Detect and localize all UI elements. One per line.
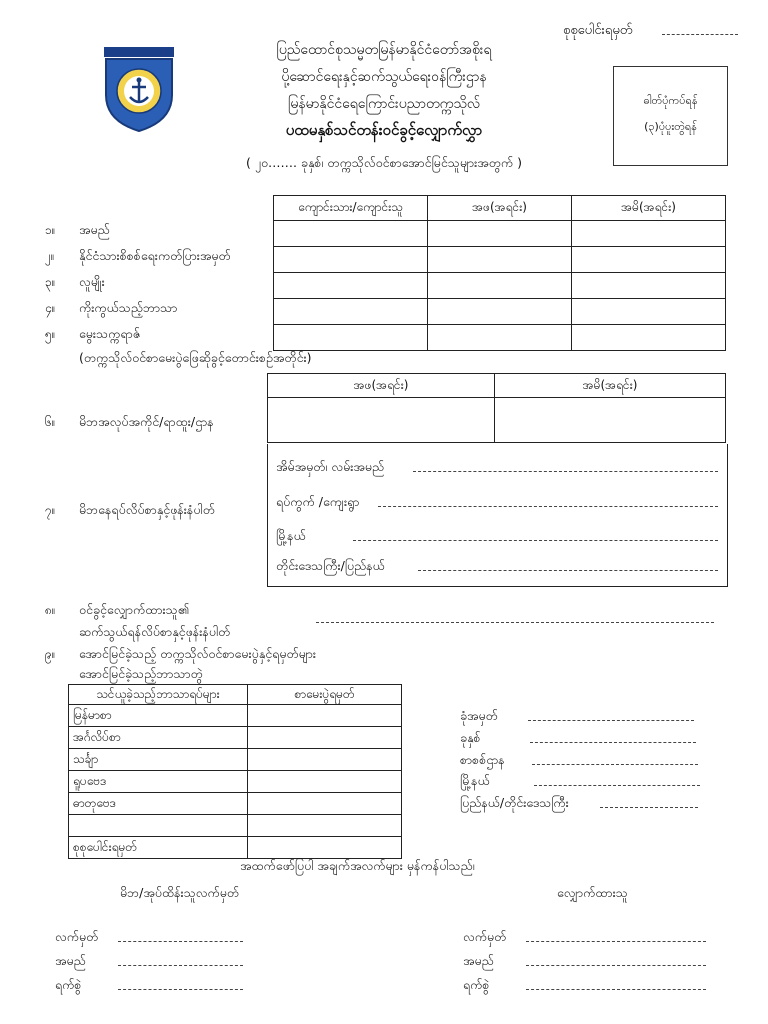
address-line-field[interactable] (378, 506, 718, 507)
photo-box-line1: ဓါတ်ပုံကပ်ရန် (643, 94, 698, 107)
col-header-subject: သင်ယူခဲ့သည့်ဘာသာရပ်များ (69, 685, 248, 705)
row1-label: အမည် (79, 222, 110, 237)
cell-input[interactable] (274, 325, 428, 351)
marks-input[interactable] (248, 749, 402, 771)
cell-input[interactable] (274, 273, 428, 299)
subject-name: မြန်မာစာ (69, 705, 248, 727)
cell-input[interactable] (428, 273, 572, 299)
row8-label-line2: ဆက်သွယ်ရန်လိပ်စာနှင့်ဖုန်းနံပါတ် (79, 624, 231, 639)
parent-name-field[interactable] (118, 965, 243, 966)
row6-number: ၆။ (45, 415, 56, 429)
address-line-label: မြို့နယ် (276, 528, 306, 543)
parent-address-box (267, 444, 728, 587)
exam-subjects-table (68, 684, 402, 859)
row8-number: ၈။ (45, 603, 56, 617)
cell-input[interactable] (572, 325, 726, 351)
row8-label-line1: ဝင်ခွင့်လျှောက်ထားသူ၏ (79, 602, 189, 617)
serial-no-field[interactable] (662, 34, 738, 35)
subject-name: အင်္ဂလိပ်စာ (69, 727, 248, 749)
col-header-marks: စာမေးပွဲရမှတ် (248, 685, 402, 705)
marks-input[interactable] (248, 815, 402, 837)
header-line3: မြန်မာနိုင်ငံရေကြောင်းပညာတက္ကသိုလ် (287, 96, 481, 112)
applicant-name-field[interactable] (526, 965, 706, 966)
row3-number: ၃။ (45, 275, 56, 289)
applicant-signature-field[interactable] (526, 941, 706, 942)
birthdate-note: (တက္ကသိုလ်ဝင်စာမေးပွဲဖြေဆိုခွင့်တောင်းစဉ်အတိုင်း) (79, 350, 312, 365)
signature-field-label: အမည် (463, 953, 494, 968)
form-title: ပထမနှစ်သင်တန်းဝင်ခွင့်လျှောက်လွှာ (285, 121, 483, 139)
row2-number: ၂။ (45, 249, 55, 263)
address-line-field[interactable] (413, 471, 718, 472)
cell-input[interactable] (495, 398, 726, 443)
cell-input[interactable] (274, 299, 428, 325)
marks-input[interactable] (248, 705, 402, 727)
cell-input[interactable] (572, 299, 726, 325)
marks-input[interactable] (248, 727, 402, 749)
col-header-mother: အမိ(အရင်း) (572, 196, 726, 221)
parent-date-field[interactable] (118, 989, 243, 990)
cell-input[interactable] (428, 299, 572, 325)
signature-field-label: လက်မှတ် (55, 929, 99, 944)
row6-label: မိဘအလုပ်အကိုင်/ရာထူး/ဌာန (79, 414, 214, 429)
parent-signature-field[interactable] (118, 941, 243, 942)
exam-detail-label: မြို့နယ် (460, 773, 490, 788)
total-marks-input[interactable] (248, 837, 402, 859)
row5-label: မွေးသက္ကရာဇ် (79, 326, 141, 341)
contact-address-field[interactable] (316, 622, 714, 623)
total-marks-label: စုစုပေါင်းရမှတ် (69, 837, 248, 859)
address-line-label: အိမ်အမှတ်၊ လမ်းအမည် (276, 459, 385, 474)
exam-detail-field[interactable] (530, 742, 696, 743)
cell-input[interactable] (274, 221, 428, 247)
signature-field-label: ရက်စွဲ (463, 977, 490, 992)
exam-detail-label: စာစစ်ဌာန (460, 752, 505, 767)
row9-label-line1: အောင်မြင်ခဲ့သည့် တက္ကသိုလ်ဝင်စာမေးပွဲနှင့်ရမှတ်များ (79, 646, 317, 661)
cell-input[interactable] (268, 398, 495, 443)
exam-detail-field[interactable] (528, 720, 694, 721)
cell-input[interactable] (274, 247, 428, 273)
marks-input[interactable] (248, 793, 402, 815)
cell-input[interactable] (572, 221, 726, 247)
exam-detail-field[interactable] (532, 764, 698, 765)
certify-statement: အထက်ဖော်ပြပါ အချက်အလက်များ မှန်ကန်ပါသည်၊ (240, 858, 475, 873)
address-line-field[interactable] (418, 570, 718, 571)
signature-left-title: မိဘ/အုပ်ထိန်းသူလက်မှတ် (120, 885, 240, 900)
header-line1: ပြည်ထောင်စုသမ္မတမြန်မာနိုင်ငံတော်အစိုးရ (276, 42, 492, 58)
col-header-mother: အမိ(အရင်း) (495, 374, 726, 398)
address-line-label: တိုင်းဒေသကြီး/ပြည်နယ် (276, 558, 385, 573)
row5-number: ၅။ (45, 327, 56, 341)
exam-detail-field[interactable] (600, 807, 698, 808)
address-line-label: ရပ်ကွက် /ကျေးရွာ (276, 494, 360, 509)
cell-input[interactable] (572, 273, 726, 299)
row9-number: ၉။ (45, 647, 56, 661)
signature-field-label: ရက်စွဲ (55, 977, 82, 992)
address-line-field[interactable] (353, 540, 718, 541)
parent-occupation-table (267, 373, 726, 443)
subject-name: ရူပဗေဒ (69, 771, 248, 793)
row9-label-line2: အောင်မြင်ခဲ့သည့်ဘာသာတွဲ (79, 666, 203, 681)
personal-info-table (273, 195, 726, 351)
signature-field-label: အမည် (55, 953, 86, 968)
form-subtitle: ( ၂၀……. ခုနှစ်၊ တက္ကသိုလ်ဝင်စာအောင်မြင်သူများအတွက် ) (245, 155, 523, 170)
subject-name: သင်္ချာ (69, 749, 248, 771)
subject-name: ဓာတုဗေဒ (69, 793, 248, 815)
row7-label: မိဘနေရပ်လိပ်စာနှင့်ဖုန်းနံပါတ် (79, 502, 215, 517)
row7-number: ၇။ (45, 503, 56, 517)
exam-detail-label: ခုနှစ် (460, 730, 481, 745)
row1-number: ၁။ (45, 223, 56, 237)
marks-input[interactable] (248, 771, 402, 793)
serial-no-label: စုစုပေါင်းရမှတ် (563, 23, 633, 38)
col-header-student: ကျောင်းသား/ကျောင်းသူ (274, 196, 428, 221)
row4-number: ၄။ (45, 301, 56, 315)
signature-field-label: လက်မှတ် (463, 929, 507, 944)
photo-box[interactable] (613, 66, 728, 166)
exam-detail-field[interactable] (534, 785, 700, 786)
signature-right-title: လျှောက်ထားသူ (557, 885, 628, 900)
cell-input[interactable] (572, 247, 726, 273)
photo-box-line2: (၃)ပုံပူးတွဲရန် (644, 120, 697, 133)
exam-detail-label: ပြည်နယ်/တိုင်းဒေသကြီး (460, 795, 569, 810)
cell-input[interactable] (428, 325, 572, 351)
col-header-father: အဖ(အရင်း) (268, 374, 495, 398)
exam-detail-label: ခုံအမှတ် (460, 708, 498, 723)
row4-label: ကိုးကွယ်သည့်ဘာသာ (79, 300, 178, 315)
applicant-date-field[interactable] (526, 989, 706, 990)
row2-label: နိုင်ငံသားစိစစ်ရေးကတ်ပြားအမှတ် (79, 248, 231, 263)
cell-input[interactable] (428, 221, 572, 247)
row3-label: လူမျိုး (79, 274, 105, 289)
col-header-father: အဖ(အရင်း) (428, 196, 572, 221)
subject-name[interactable] (69, 815, 248, 837)
header-line2: ပို့ဆောင်ရေးနှင့်ဆက်သွယ်ရေးဝန်ကြီးဌာန (281, 69, 487, 85)
cell-input[interactable] (428, 247, 572, 273)
